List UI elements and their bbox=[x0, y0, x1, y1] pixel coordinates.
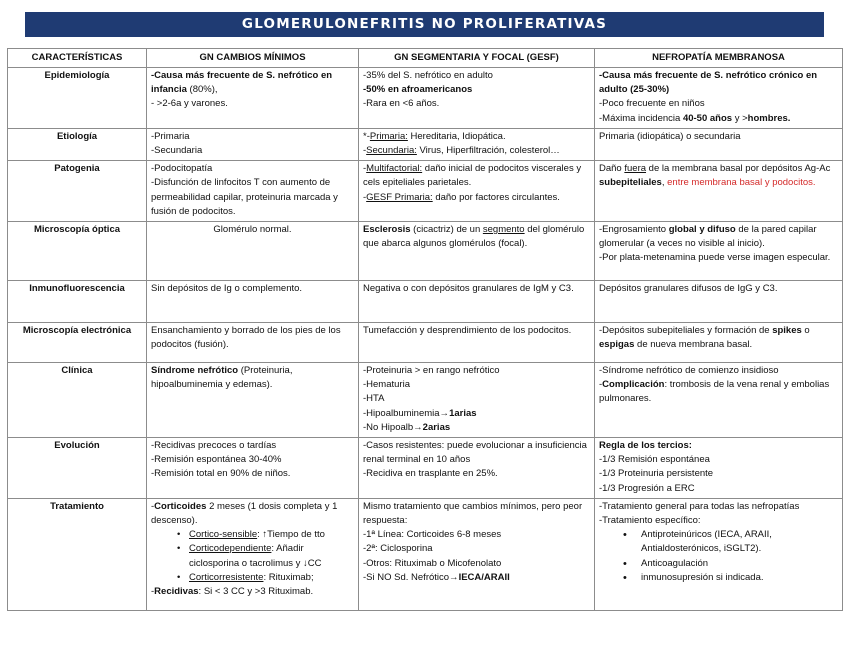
cell-cambios-minimos: Síndrome nefrótico (Proteinuria, hipoalbuminemia y edemas). bbox=[147, 363, 359, 438]
header-caracteristicas: CARACTERÍSTICAS bbox=[8, 49, 147, 68]
row-inmunofluorescencia bbox=[8, 281, 843, 323]
row-microscopia-electronica bbox=[8, 323, 843, 363]
bullet-icon: • bbox=[177, 543, 181, 555]
cell-cambios-minimos: -Primaria -Secundaria bbox=[147, 128, 359, 160]
row-label: Tratamiento bbox=[8, 498, 147, 610]
cell-gesf: Tumefacción y desprendimiento de los podocitos. bbox=[359, 323, 595, 363]
cell-cambios-minimos: Ensanchamiento y borrado de los pies de los podocitos (fusión). bbox=[147, 323, 359, 363]
row-label: Etiología bbox=[8, 128, 147, 160]
bullet-icon: • bbox=[177, 571, 181, 583]
list-item: • inmunosupresión si indicada. bbox=[599, 571, 838, 585]
cell-membranosa: -Engrosamiento global y difuso de la pared capilar glomerular (a veces no visible al inicio). -Por plata-metenamina puede verse imagen especular. bbox=[595, 222, 843, 281]
cell-gesf: *-Primaria: Hereditaria, Idiopática. -Secundaria: Virus, Hiperfiltración, colesterol… bbox=[359, 128, 595, 160]
cell-gesf: Negativa o con depósitos granulares de IgM y C3. bbox=[359, 281, 595, 323]
row-label: Inmunofluorescencia bbox=[8, 281, 147, 323]
row-label: Patogenia bbox=[8, 161, 147, 222]
cell-membranosa: -Tratamiento general para todas las nefropatías -Tratamiento específico: • Antiproteinúricos (IECA, ARAII, Antialdosterónicos, iSGLT2). • Anticoagulación • inmunosupresión si indicada. bbox=[595, 498, 843, 610]
cell-membranosa: Regla de los tercios: -1/3 Remisión espontánea -1/3 Proteinuria persistente -1/3 Progresión a ERC bbox=[595, 438, 843, 499]
row-label: Evolución bbox=[8, 438, 147, 499]
cell-gesf: -Casos resistentes: puede evolucionar a insuficiencia renal terminal en 10 años -Recidiva en trasplante en 25%. bbox=[359, 438, 595, 499]
list-item: • Cortico-sensible: ↑Tiempo de tto bbox=[151, 528, 354, 542]
row-tratamiento bbox=[8, 498, 843, 610]
comparison-table bbox=[7, 48, 843, 611]
list-item: • Anticoagulación bbox=[599, 557, 838, 571]
cell-membranosa: Primaria (idiopática) o secundaria bbox=[595, 128, 843, 160]
cell-gesf: -Multifactorial: daño inicial de podocitos viscerales y cels epiteliales parietales. -GESF Primaria: daño por factores circulantes. bbox=[359, 161, 595, 222]
header-gesf: GN SEGMENTARIA Y FOCAL (GESF) bbox=[359, 49, 595, 68]
header-membranosa: NEFROPATÍA MEMBRANOSA bbox=[595, 49, 843, 68]
row-evolucion bbox=[8, 438, 843, 499]
cell-cambios-minimos: -Causa más frecuente de S. nefrótico en infancia (80%), - >2-6a y varones. bbox=[147, 68, 359, 129]
row-label: Clínica bbox=[8, 363, 147, 438]
page-title: GLOMERULONEFRITIS NO PROLIFERATIVAS bbox=[25, 12, 824, 37]
cell-cambios-minimos: -Corticoides 2 meses (1 dosis completa y 1 descenso). • Cortico-sensible: ↑Tiempo de tto • Corticodependiente: Añadir ciclosporina o tacrolimus y ↓CC • Corticorresistente: Rituximab; -Recidivas: Si < 3 CC y >3 Rituximab. bbox=[147, 498, 359, 610]
cell-membranosa: -Síndrome nefrótico de comienzo insidioso -Complicación: trombosis de la vena renal y embolias pulmonares. bbox=[595, 363, 843, 438]
row-label: Microscopía electrónica bbox=[8, 323, 147, 363]
cell-cambios-minimos: Glomérulo normal. bbox=[147, 222, 359, 281]
header-cambios-minimos: GN CAMBIOS MÍNIMOS bbox=[147, 49, 359, 68]
cell-cambios-minimos: -Recidivas precoces o tardías -Remisión espontánea 30-40% -Remisión total en 90% de niños. bbox=[147, 438, 359, 499]
cell-membranosa: -Depósitos subepiteliales y formación de spikes o espigas de nueva membrana basal. bbox=[595, 323, 843, 363]
row-clinica bbox=[8, 363, 843, 438]
cell-gesf: -Proteinuria > en rango nefrótico -Hematuria -HTA -Hipoalbuminemia→1arias -No Hipoalb→2arias bbox=[359, 363, 595, 438]
cell-cambios-minimos: Sin depósitos de Ig o complemento. bbox=[147, 281, 359, 323]
header-row bbox=[8, 49, 843, 68]
row-etiologia bbox=[8, 128, 843, 160]
cell-membranosa: Daño fuera de la membrana basal por depósitos Ag-Ac subepiteliales, entre membrana basal y podocitos. bbox=[595, 161, 843, 222]
row-microscopia-optica bbox=[8, 222, 843, 281]
row-label: Microscopía óptica bbox=[8, 222, 147, 281]
cell-cambios-minimos: -Podocitopatía -Disfunción de linfocitos T con aumento de permeabilidad capilar, proteinuria marcada y fusión de podocitos. bbox=[147, 161, 359, 222]
bullet-icon: • bbox=[177, 529, 181, 541]
row-patogenia bbox=[8, 161, 843, 222]
list-item: • Antiproteinúricos (IECA, ARAII, Antialdosterónicos, iSGLT2). bbox=[599, 528, 838, 556]
cell-membranosa: Depósitos granulares difusos de IgG y C3. bbox=[595, 281, 843, 323]
row-epidemiologia bbox=[8, 68, 843, 129]
cell-membranosa: -Causa más frecuente de S. nefrótico crónico en adulto (25-30%) -Poco frecuente en niños -Máxima incidencia 40-50 años y >hombres. bbox=[595, 68, 843, 129]
cell-gesf: -35% del S. nefrótico en adulto -50% en afroamericanos -Rara en <6 años. bbox=[359, 68, 595, 129]
cell-gesf: Esclerosis (cicactriz) de un segmento del glomérulo que abarca algunos glomérulos (focal). bbox=[359, 222, 595, 281]
list-item: • Corticorresistente: Rituximab; bbox=[151, 571, 354, 585]
row-label: Epidemiología bbox=[8, 68, 147, 129]
list-item: • Corticodependiente: Añadir ciclosporina o tacrolimus y ↓CC bbox=[177, 543, 322, 569]
cell-gesf: Mismo tratamiento que cambios mínimos, pero peor respuesta: -1ª Línea: Corticoides 6-8 meses -2ª: Ciclosporina -Otros: Rituximab o Micofenolato -Si NO Sd. Nefrótico→IECA/ARAII bbox=[359, 498, 595, 610]
